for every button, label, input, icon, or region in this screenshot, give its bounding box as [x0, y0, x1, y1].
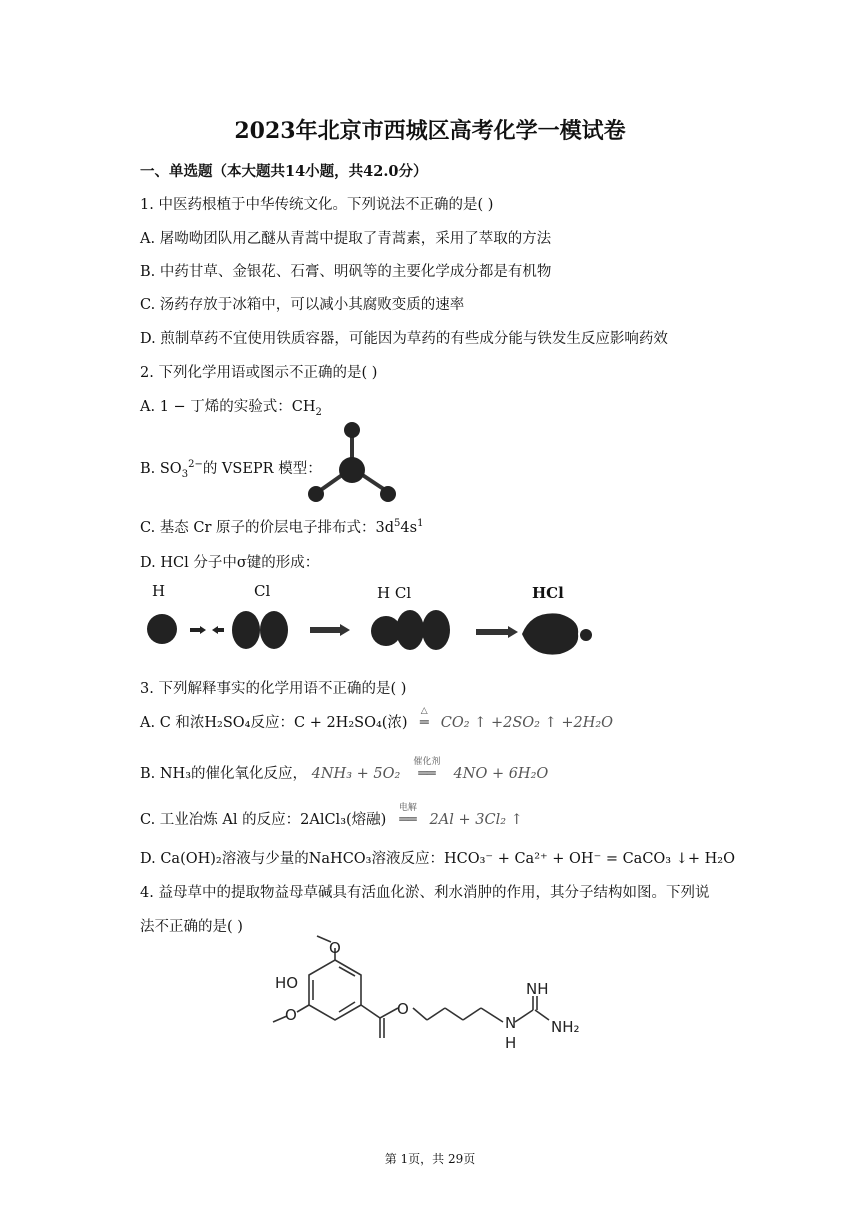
- label-h-cl: H Cl: [377, 584, 412, 602]
- page-title: 2023年北京市西城区高考化学一模试卷: [234, 118, 626, 144]
- label-ho: HO: [275, 974, 299, 992]
- q3-stem: 3. 下列解释事实的化学用语不正确的是( ): [140, 681, 407, 697]
- q2-option-a: A. 1 − 丁烯的实验式：$CH_2$: [140, 399, 322, 418]
- section-header: 一、单选题（本大题共14小题，共42.0分）: [140, 163, 428, 180]
- label-cl: Cl: [254, 582, 271, 600]
- label-hcl: HCl: [532, 584, 564, 602]
- q1-stem: 1. 中医药根植于中华传统文化。下列说法不正确的是( ): [140, 197, 494, 213]
- q1-option-b: B. 中药甘草、金银花、石膏、明矾等的主要化学成分都是有机物: [140, 264, 552, 280]
- label-o-ester: O: [397, 1000, 409, 1018]
- molecule-structure-image: [265, 930, 595, 1070]
- q2-stem: 2. 下列化学用语或图示不正确的是( ): [140, 365, 378, 381]
- label-nh2: NH₂: [551, 1018, 580, 1036]
- page-footer: 第 1页，共 29页: [384, 1152, 476, 1166]
- q3-option-d: D. Ca(OH)₂溶液与少量的NaHCO₃溶液反应：HCO₃⁻ + Ca²⁺ + OH⁻ = CaCO₃ ↓+ H₂O: [140, 851, 735, 867]
- vsepr-model-image: [300, 420, 405, 510]
- q4-stem-line1: 4. 益母草中的提取物益母草碱具有活血化淤、利水消肿的作用，其分子结构如图。下列说: [140, 885, 710, 901]
- q2-option-d: D. HCl 分子中σ键的形成：: [140, 555, 320, 571]
- q1-option-d: D. 煎制草药不宜使用铁质容器，可能因为草药的有些成分能与铁发生反应影响药效: [140, 331, 668, 347]
- q4-stem-line2: 法不正确的是( ): [140, 919, 243, 935]
- q3-option-c: C. 工业冶炼 Al 的反应：2AlCl₃(熔融) 电解 ══ 2Al + 3Cl₂ ↑: [140, 803, 523, 828]
- label-n: N: [505, 1014, 517, 1032]
- q1-option-a: A. 屠呦呦团队用乙醚从青蒿中提取了青蒿素，采用了萃取的方法: [140, 231, 552, 247]
- q2-option-c: C. 基态 Cr 原子的价层电子排布式：$3d^54s^1$: [140, 518, 424, 536]
- label-o-top: O: [329, 939, 341, 957]
- label-nh: NH: [526, 980, 549, 998]
- q1-option-c: C. 汤药存放于冰箱中，可以减小其腐败变质的速率: [140, 297, 465, 313]
- q3-option-b: B. NH₃的催化氧化反应， 4NH₃ + 5O₂ 催化剂 ══ 4NO + 6H₂O: [140, 757, 549, 782]
- svg-text:O: O: [285, 1006, 297, 1024]
- label-h: H: [152, 582, 166, 600]
- q3-option-a: A. C 和浓H₂SO₄反应：C + 2H₂SO₄(浓) △ ═ CO₂ ↑ +2SO₂ ↑ +2H₂O: [140, 706, 614, 731]
- sigma-bond-diagram: [140, 600, 600, 665]
- label-h-n: H: [505, 1034, 517, 1052]
- q2-option-b: B. $SO_3^{2-}$的 VSEPR 模型：: [140, 459, 322, 480]
